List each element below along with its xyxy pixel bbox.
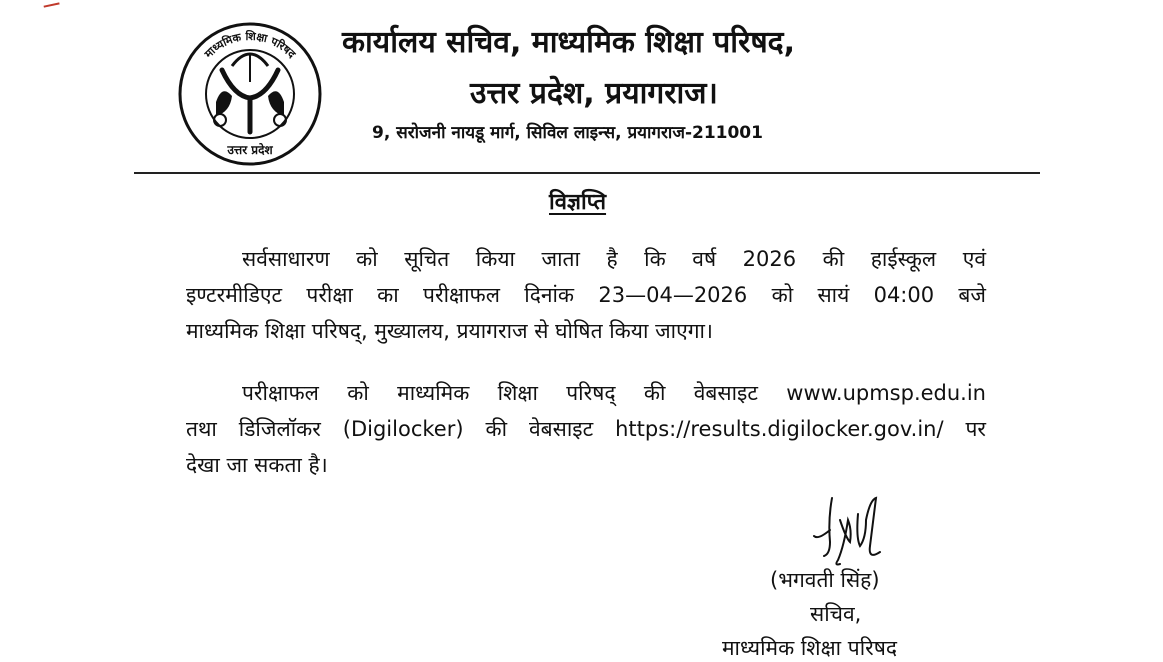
paragraph-1-line-1: सर्वसाधारण को सूचित किया जाता है कि वर्ष 2026 की हाईस्कूल एवं — [242, 247, 986, 271]
notice-paragraph-1 — [186, 241, 986, 349]
paragraph-2-line-1: परीक्षाफल को माध्यमिक शिक्षा परिषद् की वेबसाइट www.upmsp.edu.in — [242, 381, 986, 405]
signatory-designation: सचिव, — [810, 602, 862, 626]
handwritten-signature-icon — [810, 490, 890, 568]
signatory-name: (भगवती सिंह) — [770, 568, 880, 592]
paragraph-2-line-2: तथा डिजिलॉकर (Digilocker) की वेबसाइट https://results.digilocker.gov.in/ पर — [186, 417, 986, 441]
notice-paragraph-2 — [186, 375, 986, 483]
paragraph-2-line-3: देखा जा सकता है। — [186, 453, 328, 477]
office-address: 9, सरोजनी नायडू मार्ग, सिविल लाइन्स, प्रयागराज-211001 — [372, 123, 763, 143]
uttar-pradesh-emblem-icon — [176, 20, 324, 168]
ink-mark — [44, 2, 61, 11]
office-name-line1: कार्यालय सचिव, माध्यमिक शिक्षा परिषद, — [342, 25, 796, 60]
paragraph-1-line-2: इण्टरमीडिएट परीक्षा का परीक्षाफल दिनांक 23—04—2026 को सायं 04:00 बजे — [186, 283, 986, 307]
notice-title: विज्ञप्ति — [549, 190, 607, 215]
paragraph-1-line-3: माध्यमिक शिक्षा परिषद्, मुख्यालय, प्रयागराज से घोषित किया जाएगा। — [186, 319, 713, 343]
emblem-bottom-text: उत्तर प्रदेश — [227, 143, 273, 157]
office-name-line2: उत्तर प्रदेश, प्रयागराज। — [470, 76, 718, 111]
svg-text:माध्यमिक शिक्षा परिषद: माध्यमिक शिक्षा परिषद — [202, 29, 299, 61]
signatory-organization: माध्यमिक शिक्षा परिषद — [722, 636, 898, 660]
header-divider — [134, 172, 1040, 174]
